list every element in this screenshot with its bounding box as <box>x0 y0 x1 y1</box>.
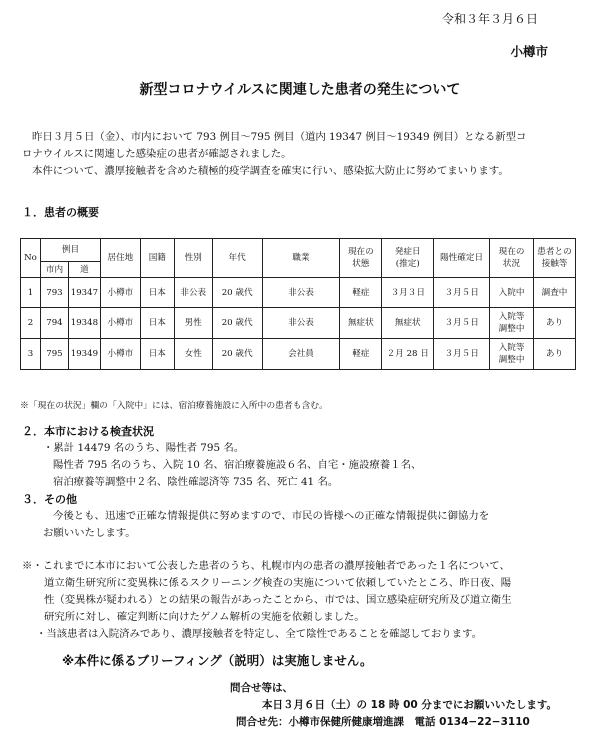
header-nationality: 国籍 <box>140 239 174 278</box>
intro-line: 本件について、濃厚接触者を含めた積極的疫学調査を確実に行い、感染拡大防止に努めてまいります。 <box>32 165 509 177</box>
cell-current <box>490 339 534 370</box>
document-title: 新型コロナウイルスに関連した患者の発生について <box>139 82 461 98</box>
intro-line: 昨日３月５日（金）、市内において 793 例目〜795 例目（道内 19347 例目〜19349 例目）となる新型コ <box>32 131 527 143</box>
header-residence: 居住地 <box>100 239 140 278</box>
remarks-line: ・当該患者は入院済みであり、濃厚接触者を特定し、全て陰性であることを確認しております。 <box>36 628 482 640</box>
cell-residence: 小樽市 <box>100 278 140 308</box>
cell-pref-case: 19347 <box>68 278 100 308</box>
header-status-line: 現在の <box>347 247 374 257</box>
cell-onset: ３月３日 <box>382 278 434 308</box>
cell-nationality: 日本 <box>140 308 174 339</box>
cell-occupation: 会社員 <box>262 339 340 370</box>
header-no: No <box>21 239 41 278</box>
cell-contact: 調査中 <box>533 278 575 308</box>
other-line: お願いいたします。 <box>43 527 136 539</box>
cell-status: 無症状 <box>340 308 382 339</box>
cell-current-line: 調整中 <box>498 355 525 365</box>
cell-current-line: 入院中 <box>498 287 525 298</box>
remarks-line: 性（変異株が疑われる）との結果の報告があったことから、市では、国立感染症研究所及び道立衛生 <box>44 594 512 606</box>
header-contact-line: 患者との <box>537 247 572 257</box>
table-header-row <box>21 239 576 262</box>
section-heading-other: ３．その他 <box>22 493 77 506</box>
cell-city-case: 793 <box>40 278 68 308</box>
cell-positive-date: ３月５日 <box>434 339 490 370</box>
header-city-sub: 市内 <box>40 262 68 278</box>
cell-age: 20 歳代 <box>212 339 262 370</box>
cell-no: 2 <box>21 308 41 339</box>
cell-current-line: 入院等 <box>498 312 525 322</box>
testing-line: 陽性者 795 名のうち、入院 10 名、宿泊療養施設６名、自宅・施設療養１名、 <box>53 459 422 471</box>
cell-sex: 女性 <box>174 339 212 370</box>
contact-info: 問合せ先：小樽市保健所健康増進課 電話 0134−22−3110 <box>236 716 530 728</box>
cell-residence: 小樽市 <box>100 308 140 339</box>
cell-current <box>490 278 534 308</box>
cell-nationality: 日本 <box>140 339 174 370</box>
cell-pref-case: 19348 <box>68 308 100 339</box>
table-footnote: ※「現在の状況」欄の「入院中」には、宿泊療養施設に入所中の患者も含む。 <box>20 401 328 411</box>
cell-positive-date: ３月５日 <box>434 278 490 308</box>
header-contact-line: 接触等 <box>541 259 568 269</box>
cell-sex: 男性 <box>174 308 212 339</box>
remarks-line: 研究所に対し、確定判断に向けたゲノム解析の実施を依頼しました。 <box>44 611 365 623</box>
cell-nationality: 日本 <box>140 278 174 308</box>
section-heading-patients: １．患者の概要 <box>22 206 99 219</box>
cell-current <box>490 308 534 339</box>
cell-no: 3 <box>21 339 41 370</box>
cell-pref-case: 19349 <box>68 339 100 370</box>
cell-current-line: 調整中 <box>498 324 525 334</box>
briefing-notice: ※本件に係るブリーフィング（説明）は実施しません。 <box>62 653 373 668</box>
other-paragraph <box>43 508 583 542</box>
issuer-city: 小樽市 <box>510 44 548 59</box>
header-current-line: 現在の <box>498 247 525 257</box>
cell-current-line: 入院等 <box>498 343 525 353</box>
cell-status: 軽症 <box>340 339 382 370</box>
cell-city-case: 794 <box>40 308 68 339</box>
cell-onset: ２月 28 日 <box>382 339 434 370</box>
header-status <box>340 239 382 278</box>
release-date: 令和３年３月６日 <box>441 12 538 26</box>
testing-status <box>43 440 563 491</box>
intro-line: ロナウイルスに関連した感染症の患者が確認されました。 <box>22 148 292 160</box>
other-line: 今後とも、迅速で正確な情報提供に努めますので、市民の皆様への正確な情報提供に御協力を <box>53 510 490 522</box>
intro-paragraph <box>22 129 582 180</box>
header-positive-date: 陽性確定日 <box>434 239 490 278</box>
table-row <box>21 278 576 308</box>
header-sex: 性別 <box>174 239 212 278</box>
header-onset-line: 発症日 <box>394 247 421 257</box>
header-status-line: 状態 <box>352 259 370 269</box>
header-case: 例目 <box>40 239 100 262</box>
cell-onset: 無症状 <box>382 308 434 339</box>
header-current <box>490 239 534 278</box>
contact-deadline: 本日３月６日（土）の 18 時 00 分までにお願いいたします。 <box>262 699 558 711</box>
remarks-block <box>22 558 592 643</box>
header-current-line: 状況 <box>502 259 521 269</box>
table-row <box>21 308 576 339</box>
section-heading-testing: ２．本市における検査状況 <box>22 425 154 438</box>
header-onset <box>382 239 434 278</box>
cell-positive-date: ３月５日 <box>434 308 490 339</box>
testing-line: 宿泊療養等調整中２名、陰性確認済等 735 名、死亡 41 名。 <box>53 476 339 488</box>
cell-status: 軽症 <box>340 278 382 308</box>
header-contact <box>533 239 575 278</box>
cell-occupation: 非公表 <box>262 278 340 308</box>
cell-residence: 小樽市 <box>100 339 140 370</box>
cell-sex: 非公表 <box>174 278 212 308</box>
cell-contact: あり <box>533 339 575 370</box>
cell-no: 1 <box>21 278 41 308</box>
table-row <box>21 339 576 370</box>
cell-age: 20 歳代 <box>212 308 262 339</box>
remarks-line: ※・これまでに本市において公表した患者のうち、札幌市内の患者の濃厚接触者であった１名について、 <box>22 560 510 572</box>
contact-intro: 問合せ等は、 <box>230 682 293 694</box>
cell-city-case: 795 <box>40 339 68 370</box>
header-onset-line: (推定) <box>395 259 420 269</box>
header-age: 年代 <box>212 239 262 278</box>
header-occupation: 職業 <box>262 239 340 278</box>
cell-age: 20 歳代 <box>212 278 262 308</box>
remarks-line: 道立衛生研究所に変異株に係るスクリーニング検査の実施について依頼していたところ、昨日夜、陽 <box>44 577 512 589</box>
patient-table <box>20 238 576 370</box>
testing-line: ・累計 14479 名のうち、陽性者 795 名。 <box>43 442 245 454</box>
header-pref-sub: 道 <box>68 262 100 278</box>
cell-contact: あり <box>533 308 575 339</box>
cell-occupation: 非公表 <box>262 308 340 339</box>
